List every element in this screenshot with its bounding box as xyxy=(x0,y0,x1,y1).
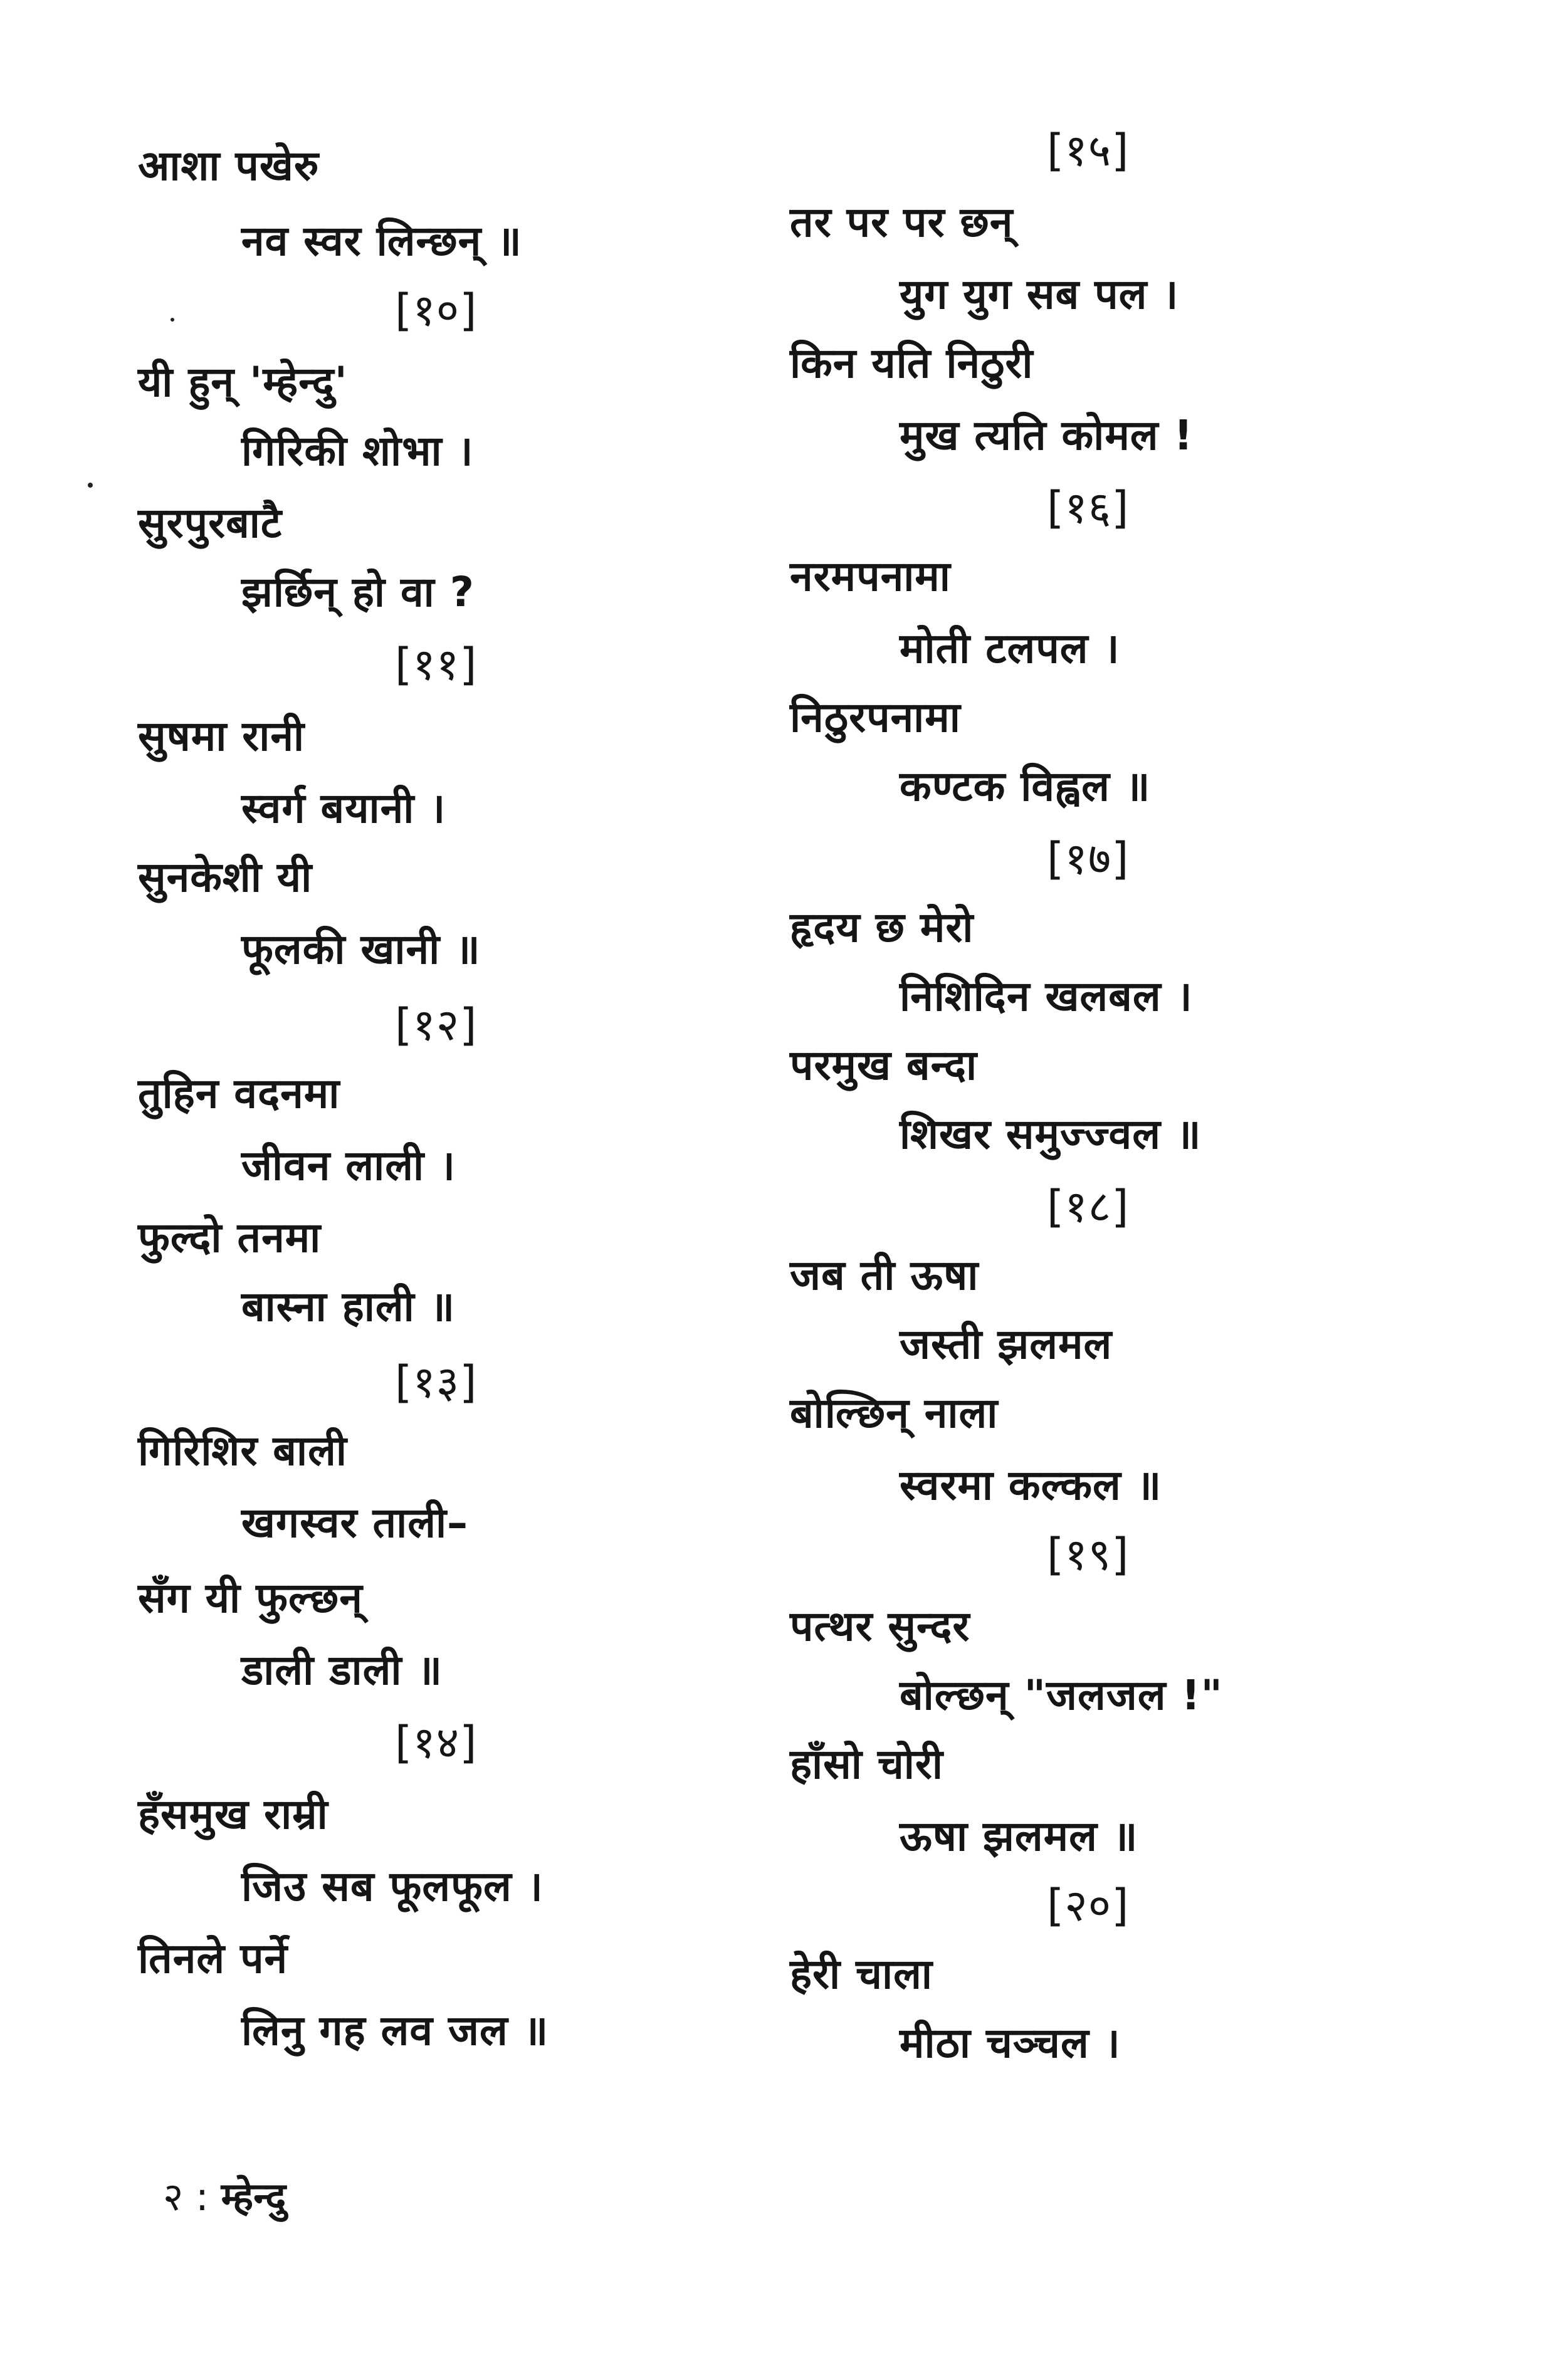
stanza-number: [१८] xyxy=(1047,1181,1130,1232)
verse-line: जीवन लाली । xyxy=(241,1141,456,1190)
verse-line: हाँसो चोरी xyxy=(790,1740,943,1788)
right-column xyxy=(740,0,1429,2131)
left-column xyxy=(0,0,690,2131)
verse-line: निशिदिन खलबल । xyxy=(900,972,1193,1020)
stanza-number: [१०] xyxy=(395,285,478,336)
page-number: २ : xyxy=(163,2174,209,2220)
verse-line: तिनले पर्ने xyxy=(138,1934,288,1983)
verse-line: मोती टलपल । xyxy=(900,624,1120,673)
verse-line: शिखर समुज्ज्वल ॥ xyxy=(900,1110,1202,1158)
verse-line: जस्ती झलमल xyxy=(900,1320,1113,1368)
verse-line: सुनकेशी यी xyxy=(138,853,313,901)
verse-line: आशा पखेरु xyxy=(138,142,320,190)
verse-line: स्वर्ग बयानी । xyxy=(241,784,446,832)
verse-line: युग युग सब पल । xyxy=(900,270,1179,318)
verse-line: पत्थर सुन्दर xyxy=(790,1602,970,1650)
verse-line: जिउ सब फूलफूल । xyxy=(241,1862,543,1911)
verse-line: डाली डाली ॥ xyxy=(241,1646,443,1694)
verse-line: फुल्दो तनमा xyxy=(138,1214,322,1262)
verse-line: बास्ना हाली ॥ xyxy=(241,1282,456,1331)
verse-line: नव स्वर लिन्छन् ॥ xyxy=(241,217,522,265)
verse-line: ऊषा झलमल ॥ xyxy=(900,1812,1138,1860)
verse-line: किन यति निठुरी xyxy=(790,339,1034,387)
stanza-number: [१३] xyxy=(395,1356,478,1408)
verse-line: फूलकी खानी ॥ xyxy=(241,925,481,973)
verse-line: मुख त्यति कोमल ! xyxy=(900,411,1194,459)
verse-line: लिनु गह लव जल ॥ xyxy=(241,2006,549,2055)
verse-line: मीठा चञ्चल । xyxy=(900,2019,1121,2067)
stanza-number: [२०] xyxy=(1047,1880,1130,1931)
verse-line: खगस्वर ताली– xyxy=(241,1499,469,1547)
verse-line: यी हुन् 'म्हेन्दु' xyxy=(138,358,348,406)
stanza-number: [१६] xyxy=(1047,482,1130,533)
verse-line: सँग यी फुल्छन् xyxy=(138,1574,363,1622)
stanza-number: [१४] xyxy=(395,1717,478,1768)
stanza-number: [१७] xyxy=(1047,833,1130,884)
stanza-number: [१२] xyxy=(395,999,478,1051)
verse-line: गिरिशिर बाली xyxy=(138,1427,347,1475)
print-speck xyxy=(88,483,93,488)
verse-line: तर पर पर छन् xyxy=(790,198,1014,246)
verse-line: हेरी चाला xyxy=(790,1950,933,1998)
stanza-number: [१५] xyxy=(1047,125,1130,176)
verse-line: हृदय छ मेरो xyxy=(790,903,974,951)
print-speck xyxy=(171,318,174,322)
verse-line: निठुरपनामा xyxy=(790,693,961,742)
verse-line: बोल्छिन् नाला xyxy=(790,1389,999,1437)
verse-line: सुरपुरबाटै xyxy=(138,499,283,547)
verse-line: गिरिकी शोभा । xyxy=(241,427,474,475)
verse-line: जब ती ऊषा xyxy=(790,1251,979,1299)
book-title: म्हेन्दु xyxy=(221,2174,286,2220)
verse-line: कण्टक विह्वल ॥ xyxy=(900,762,1151,810)
verse-line: परमुख बन्दा xyxy=(790,1041,978,1089)
stanza-number: [११] xyxy=(395,639,478,690)
verse-line: तुहिन वदनमा xyxy=(138,1069,340,1118)
verse-line: स्वरमा कल्कल ॥ xyxy=(900,1461,1162,1509)
verse-line: सुषमा रानी xyxy=(138,712,305,760)
verse-line: झर्छिन् हो वा ? xyxy=(241,568,475,616)
verse-line: नरमपनामा xyxy=(790,552,951,600)
verse-line: बोल्छन् "जलजल !" xyxy=(900,1671,1223,1719)
page-footer xyxy=(163,2172,286,2222)
verse-line: हँसमुख राम्री xyxy=(138,1790,328,1838)
stanza-number: [१९] xyxy=(1047,1529,1130,1580)
